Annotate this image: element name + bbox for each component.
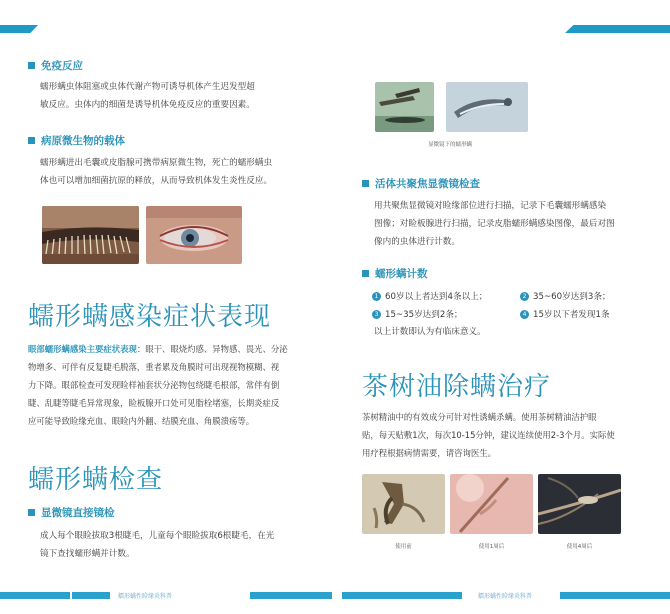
confocal-heading: 活体共聚焦显微镜检查: [362, 176, 480, 191]
text-line: 眼部蠕形螨感染主要症状表现：眼干、眼烧灼感、异物感、畏光、分泌: [28, 344, 288, 354]
number-badge: 2: [520, 292, 529, 301]
bottom-bar: [0, 592, 110, 599]
count-item: 4 15岁以下者发现1条: [520, 308, 610, 320]
exam-text: [40, 527, 330, 563]
footer-label-left: 蠕形螨性睑缘炎科普: [118, 593, 173, 600]
immune-heading: 免疫反应: [28, 58, 83, 73]
section-square-icon: [362, 180, 369, 187]
treatment-title: 茶树油除螨治疗: [362, 372, 552, 402]
number-badge: 4: [520, 310, 529, 319]
before-treatment-photo: [362, 474, 445, 534]
section-square-icon: [28, 62, 35, 69]
bottom-bar: [250, 592, 332, 599]
count-item: 2 35~60岁达到3条；: [520, 290, 611, 302]
top-accent-bar-left: [0, 25, 38, 33]
vector-heading: 病原微生物的载体: [28, 133, 125, 148]
treatment-text: [362, 408, 662, 462]
count-item: 3 15~35岁达到2条；: [372, 308, 463, 320]
after-four-weeks-photo: [538, 474, 621, 534]
bottom-bar: [342, 592, 462, 599]
count-note: 以上计数即认为有临床意义。: [374, 327, 486, 337]
symptoms-text: [28, 340, 324, 430]
number-badge: 1: [372, 292, 381, 301]
text-line: 应可能导致睑缘充血、眼睑内外翻、结膜充血、角膜溃疡等。: [28, 416, 255, 426]
text-line: 用共聚焦显微镜对睑缘部位进行扫描，记录下毛囊蠕形螨感染: [374, 201, 607, 211]
microscope-heading: 显微镜直接镜检: [28, 505, 115, 520]
text-line: 蠕形螨进出毛囊或皮脂腺可携带病原微生物，死亡的蠕形螨虫: [40, 158, 273, 168]
number-badge: 3: [372, 310, 381, 319]
confocal-text: [374, 197, 664, 251]
section-square-icon: [28, 137, 35, 144]
text-line: 图像；对睑板腺进行扫描，记录皮脂蠕形螨感染图像，最后对图: [374, 219, 615, 229]
text-line: 用疗程根据病情需要，请咨询医生。: [362, 448, 496, 458]
text-line: 力下降。眼部检查可发现睑样袖套状分泌物包绕睫毛根部，常伴有倒: [28, 380, 280, 390]
caption-week4: 使用4周后: [566, 544, 593, 550]
text-line: 物增多、可伴有反复睫毛脱落，重者累及角膜时可出现视物模糊、视: [28, 362, 280, 372]
inflamed-eye-photo: [146, 206, 242, 264]
vector-text: [40, 154, 330, 190]
text-line: 体也可以增加细菌抗原的释放，从而导致机体发生炎性反应。: [40, 176, 273, 186]
text-line: 像内的虫体进行计数。: [374, 237, 460, 247]
count-heading: 蠕形螨计数: [362, 266, 428, 281]
symptoms-title: 蠕形螨感染症状表现: [28, 302, 272, 332]
caption-week1: 使用1周后: [478, 544, 505, 550]
mite-micrograph-1: [375, 82, 434, 132]
eyelash-closeup-photo: [42, 206, 139, 264]
bottom-bar: [560, 592, 670, 599]
text-line: 蠕形螨虫体阻塞或虫体代谢产物可诱导机体产生迟发型超: [40, 82, 255, 92]
footer-label-right: 蠕形螨性睑缘炎科普: [478, 593, 533, 600]
text-line: 茶树精油中的有效成分可针对性诱螨杀螨。使用茶树精油洁护眼: [362, 412, 597, 422]
top-accent-bar-right: [565, 25, 670, 33]
mite-micrograph-2: [446, 82, 528, 132]
section-square-icon: [28, 509, 35, 516]
section-square-icon: [362, 270, 369, 277]
caption-before: 使用前: [395, 544, 412, 550]
count-item: 1 60岁以上者达到4条以上；: [372, 290, 487, 302]
text-line: 贴，每天贴敷1次，每次10-15分钟，建议连续使用2-3个月。实际使: [362, 430, 615, 440]
after-one-week-photo: [450, 474, 533, 534]
text-line: 镜下查找蠕形螨并计数。: [40, 549, 135, 559]
exam-title: 蠕形螨检查: [28, 465, 164, 495]
symptoms-lead: 眼部蠕形螨感染主要症状表现：: [28, 344, 146, 354]
text-line: 睫、乱睫等睫毛异常现象，睑板腺开口处可见脂栓堵塞，长期炎症反: [28, 398, 280, 408]
immune-text: [40, 78, 330, 114]
text-line: 敏反应。虫体内的细菌是诱导机体免疫反应的重要因素。: [40, 100, 255, 110]
text-line: 成人每个眼睑拔取3根睫毛，儿童每个眼睑拔取6根睫毛，在光: [40, 531, 275, 541]
micrograph-caption: 显微镜下的蠕形螨: [427, 142, 472, 148]
